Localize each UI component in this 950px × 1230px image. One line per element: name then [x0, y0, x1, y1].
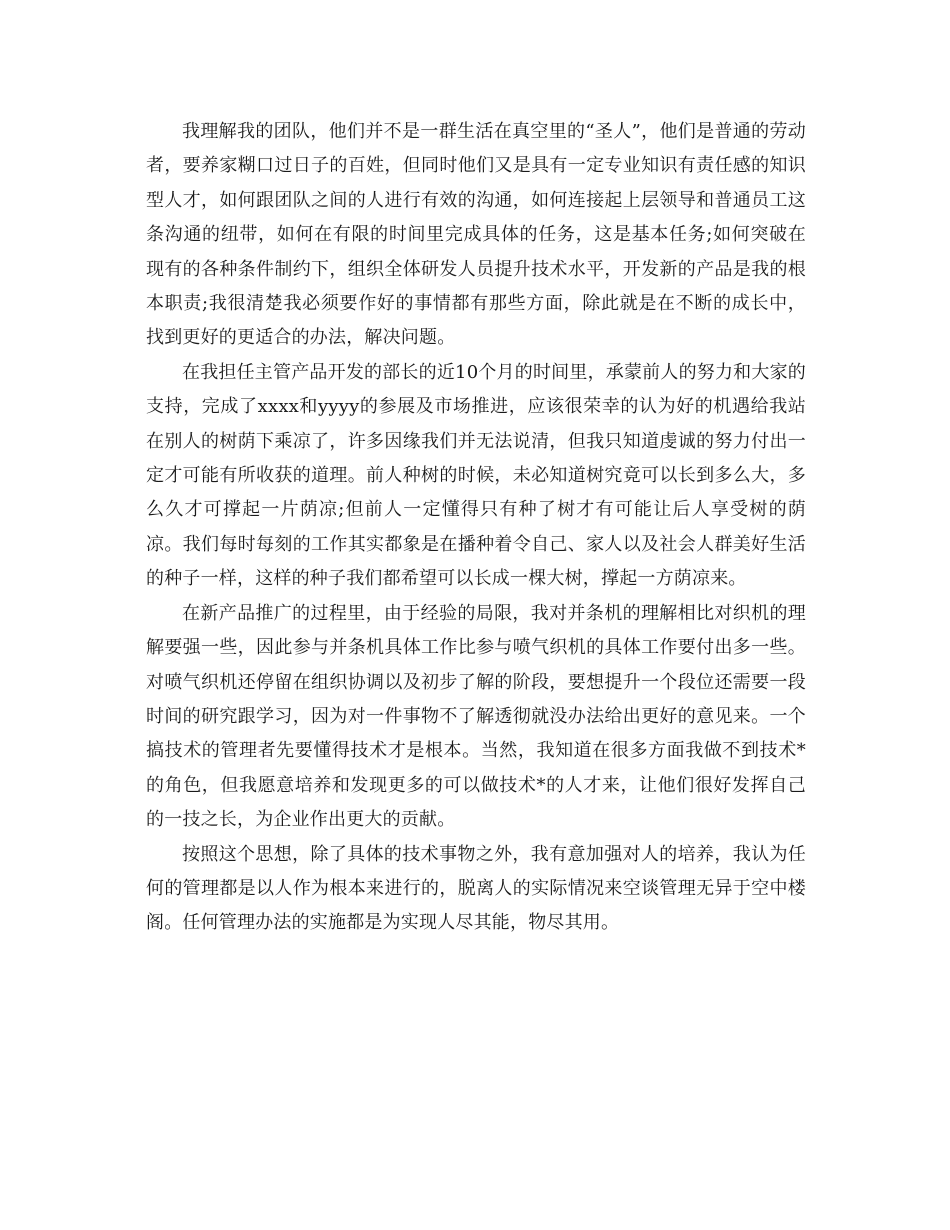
- document-body: [146, 115, 806, 941]
- paragraph-product-promotion: 在新产品推广的过程里，由于经验的局限，我对并条机的理解相比对织机的理解要强一些，因此参与并条机具体工作比参与喷气织机的具体工作要付出多一些。对喷气织机还停留在组织协调以及初步了解的阶段，要想提升一个段位还需要一段时间的研究跟学习，因为对一件事物不了解透彻就没办法给出更好的意见来。一个搞技术的管理者先要懂得技术才是根本。当然，我知道在很多方面我做不到技术*的角色，但我愿意培养和发现更多的可以做技术*的人才来，让他们很好发挥自己的一技之长，为企业作出更大的贡献。: [146, 602, 806, 831]
- paragraph-people-management: 按照这个思想，除了具体的技术事物之外，我有意加强对人的培养，我认为任何的管理都是以人作为根本来进行的，脱离人的实际情况来空谈管理无异于空中楼阁。任何管理办法的实施都是为实现人尽其能，物尽其用。: [146, 843, 806, 934]
- paragraph-team-understanding: 我理解我的团队，他们并不是一群生活在真空里的“圣人”，他们是普通的劳动者，要养家糊口过日子的百姓，但同时他们又是具有一定专业知识有责任感的知识型人才，如何跟团队之间的人进行有效的沟通，如何连接起上层领导和普通员工这条沟通的纽带，如何在有限的时间里完成具体的任务，这是基本任务;如何突破在现有的各种条件制约下，组织全体研发人员提升技术水平，开发新的产品是我的根本职责;我很清楚我必须要作好的事情都有那些方面，除此就是在不断的成长中，找到更好的更适合的办法，解决问题。: [146, 121, 806, 349]
- paragraph-tenure-achievements: 在我担任主管产品开发的部长的近10个月的时间里，承蒙前人的努力和大家的支持，完成了xxxx和yyyy的参展及市场推进，应该很荣幸的认为好的机遇给我站在别人的树荫下乘凉了，许多因缘我们并无法说清，但我只知道虔诚的努力付出一定才可能有所收获的道理。前人种树的时候，未必知道树究竟可以长到多么大，多么久才可撑起一片荫凉;但前人一定懂得只有种了树才有可能让后人享受树的荫凉。我们每时每刻的工作其实都象是在播种着令自己、家人以及社会人群美好生活的种子一样，这样的种子我们都希望可以长成一棵大树，撑起一方荫凉来。: [146, 361, 806, 590]
